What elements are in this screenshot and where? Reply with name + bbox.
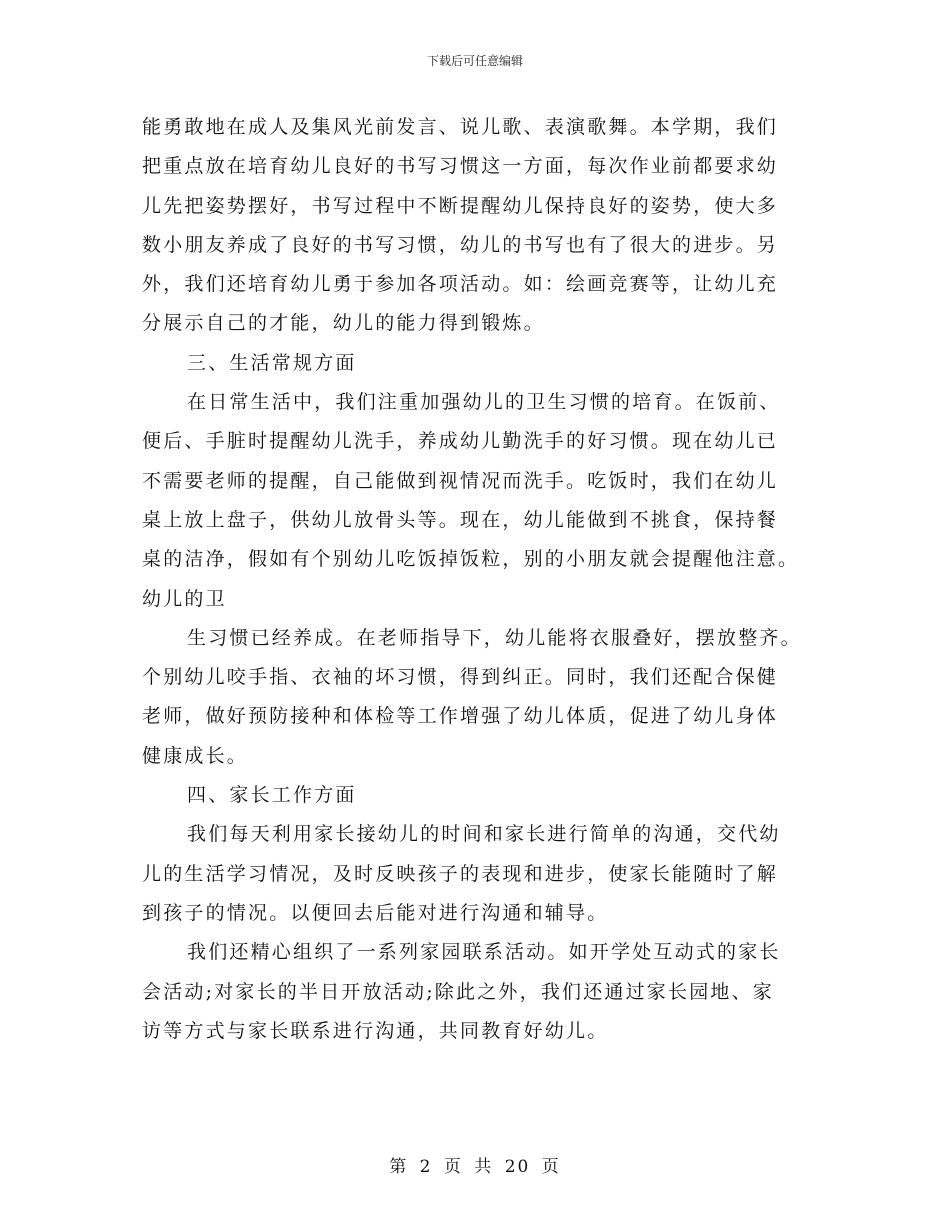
text-line: 老师，做好预防接种和体检等工作增强了幼儿体质，促进了幼儿身体 <box>142 705 779 728</box>
text-line: 三、生活常规方面 <box>187 351 357 374</box>
text-line: 到孩子的情况。以便回去后能对进行沟通和辅导。 <box>142 901 609 924</box>
text-line: 儿的生活学习情况，及时反映孩子的表现和进步，使家长能随时了解 <box>142 862 779 885</box>
text-line: 桌的洁净，假如有个别幼儿吃饭掉饭粒，别的小朋友就会提醒他注意。 <box>142 548 800 571</box>
text-line: 能勇敢地在成人及集风光前发言、说儿歌、表演歌舞。本学期，我们 <box>142 116 779 138</box>
page-number-footer: 第 2 页 共 20 页 <box>389 1157 561 1177</box>
text-line: 我们还精心组织了一系列家园联系活动。如开学处互动式的家长 <box>187 941 781 964</box>
text-line: 会活动;对家长的半日开放活动;除此之外，我们还通过家长园地、家 <box>142 980 775 1003</box>
text-line: 外，我们还培育幼儿勇于参加各项活动。如：绘画竞赛等，让幼儿充 <box>142 273 779 296</box>
page-header-note: 下载后可任意编辑 <box>426 54 523 68</box>
text-line: 我们每天利用家长接幼儿的时间和家长进行简单的沟通，交代幼 <box>187 823 781 846</box>
text-line: 便后、手脏时提醒幼儿洗手，养成幼儿勤洗手的好习惯。现在幼儿已 <box>142 430 779 453</box>
text-line: 把重点放在培育幼儿良好的书写习惯这一方面，每次作业前都要求幼 <box>142 155 779 178</box>
text-line: 生习惯已经养成。在老师指导下，幼儿能将衣服叠好，摆放整齐。 <box>187 626 802 649</box>
text-line: 健康成长。 <box>142 744 249 767</box>
text-line: 桌上放上盘子，供幼儿放骨头等。现在，幼儿能做到不挑食，保持餐 <box>142 508 779 531</box>
document-body <box>142 108 822 1051</box>
text-line: 数小朋友养成了良好的书写习惯，幼儿的书写也有了很大的进步。另 <box>142 233 779 256</box>
text-line: 在日常生活中，我们注重加强幼儿的卫生习惯的培育。在饭前、 <box>187 391 781 414</box>
text-line: 儿先把姿势摆好，书写过程中不断提醒幼儿保持良好的姿势，使大多 <box>142 194 779 217</box>
text-line: 个别幼儿咬手指、衣袖的坏习惯，得到纠正。同时，我们还配合保健 <box>142 666 779 689</box>
text-line: 访等方式与家长联系进行沟通，共同教育好幼儿。 <box>142 1019 609 1042</box>
text-line: 分展示自己的才能，幼儿的能力得到锻炼。 <box>142 312 545 335</box>
text-line: 不需要老师的提醒，自己能做到视情况而洗手。吃饭时，我们在幼儿 <box>142 469 779 492</box>
text-line: 幼儿的卫 <box>142 587 227 610</box>
text-line: 四、家长工作方面 <box>187 784 357 807</box>
